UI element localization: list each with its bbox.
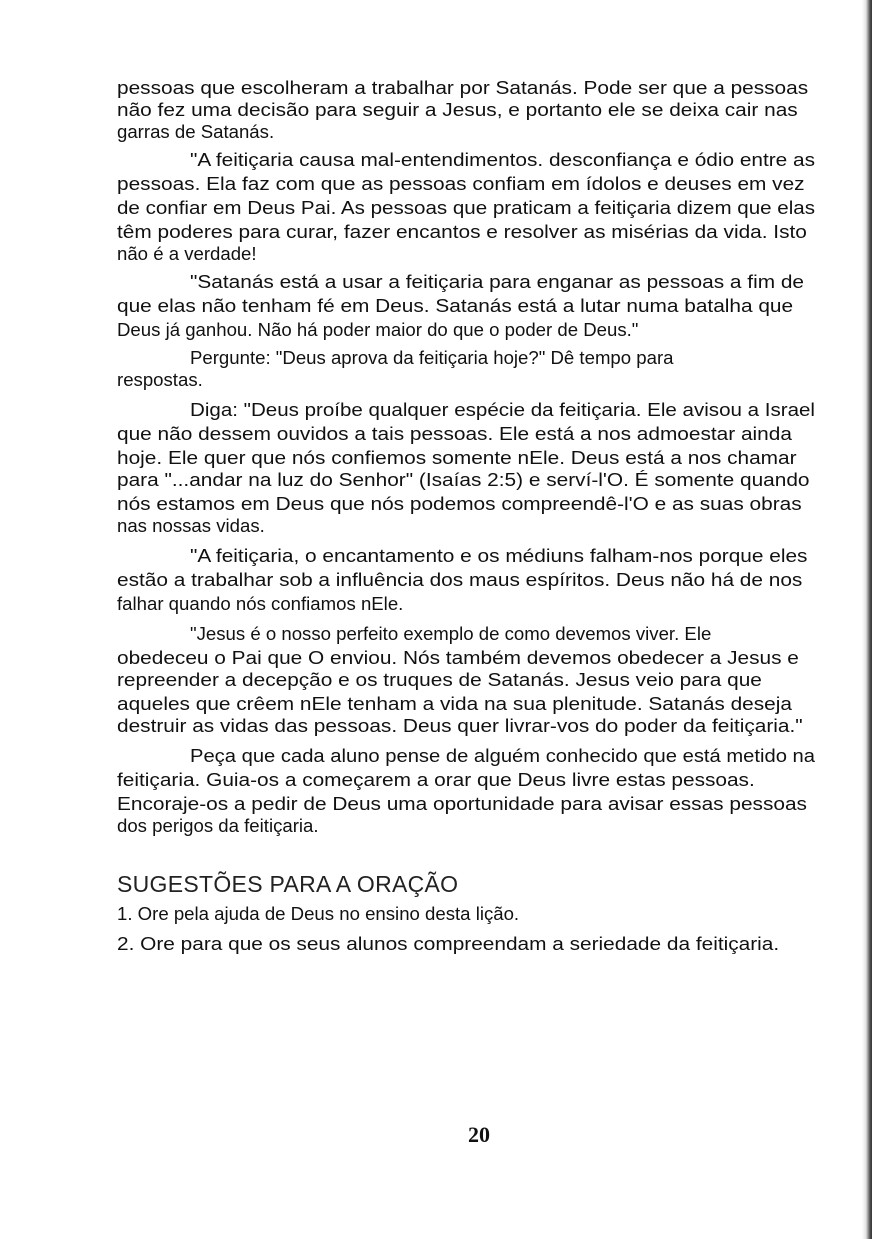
paragraph-line: não é a verdade! — [117, 243, 257, 264]
paragraph-line: Peça que cada aluno pense de alguém conhecido que está metido na — [190, 745, 815, 766]
paragraph-line: "Satanás está a usar a feitiçaria para enganar as pessoas a fim de — [190, 271, 805, 292]
paragraph-line: não fez uma decisão para seguir a Jesus, e portanto ele se deixa cair nas — [117, 99, 798, 120]
section-heading: SUGESTÕES PARA A ORAÇÃO — [117, 871, 459, 897]
paragraph-line: "A feitiçaria, o encantamento e os médiuns falham-nos porque eles — [190, 545, 808, 566]
scan-edge-shadow — [862, 0, 872, 1239]
paragraph-line: hoje. Ele quer que nós confiemos somente nEle. Deus está a nos chamar — [117, 447, 797, 468]
paragraph-line: que elas não tenham fé em Deus. Satanás está a lutar numa batalha que — [117, 295, 794, 316]
paragraph-line: que não dessem ouvidos a tais pessoas. Ele está a nos admoestar ainda — [117, 423, 792, 444]
paragraph-line: para "...andar na luz do Senhor" (Isaías 2:5) e serví-l'O. É somente quando — [117, 469, 810, 490]
paragraph-line: respostas. — [117, 369, 203, 390]
paragraph-line: falhar quando nós confiamos nEle. — [117, 593, 404, 614]
paragraph-line: Pergunte: "Deus aprova da feitiçaria hoje?" Dê tempo para — [190, 347, 674, 368]
paragraph-line: destruir as vidas das pessoas. Deus quer livrar-vos do poder da feitiçaria." — [117, 715, 803, 736]
paragraph-line: obedeceu o Pai que O enviou. Nós também devemos obedecer a Jesus e — [117, 647, 799, 668]
paragraph-line: feitiçaria. Guia-os a começarem a orar que Deus livre estas pessoas. — [117, 769, 755, 790]
paragraph-line: pessoas que escolheram a trabalhar por Satanás. Pode ser que a pessoas — [117, 77, 809, 98]
paragraph-line: garras de Satanás. — [117, 121, 275, 142]
paragraph-line: têm poderes para curar, fazer encantos e resolver as misérias da vida. Isto — [117, 221, 807, 242]
paragraph-line: dos perigos da feitiçaria. — [117, 815, 319, 836]
paragraph-line: "Jesus é o nosso perfeito exemplo de como devemos viver. Ele — [190, 623, 712, 644]
paragraph-line: pessoas. Ela faz com que as pessoas confiam em ídolos e deuses em vez — [117, 173, 805, 194]
paragraph-line: Encoraje-os a pedir de Deus uma oportunidade para avisar essas pessoas — [117, 793, 807, 814]
paragraph-line: estão a trabalhar sob a influência dos maus espíritos. Deus não há de nos — [117, 569, 803, 590]
paragraph-line: repreender a decepção e os truques de Satanás. Jesus veio para que — [117, 669, 762, 690]
paragraph-line: nós estamos em Deus que nós podemos compreendê-l'O e as suas obras — [117, 493, 802, 514]
prayer-item: 2. Ore para que os seus alunos compreendam a seriedade da feitiçaria. — [117, 933, 780, 954]
paragraph-line: aqueles que crêem nEle tenham a vida na sua plenitude. Satanás deseja — [117, 693, 792, 714]
paragraph-line: de confiar em Deus Pai. As pessoas que praticam a feitiçaria dizem que elas — [117, 197, 815, 218]
paragraph-line: nas nossas vidas. — [117, 515, 265, 536]
paragraph-line: Deus já ganhou. Não há poder maior do que o poder de Deus." — [117, 319, 639, 340]
paragraph-line: Diga: "Deus proíbe qualquer espécie da feitiçaria. Ele avisou a Israel — [190, 399, 815, 420]
paragraph-line: "A feitiçaria causa mal-entendimentos. desconfiança e ódio entre as — [190, 149, 815, 170]
page-number: 20 — [468, 1122, 490, 1147]
prayer-item: 1. Ore pela ajuda de Deus no ensino desta lição. — [117, 903, 520, 924]
